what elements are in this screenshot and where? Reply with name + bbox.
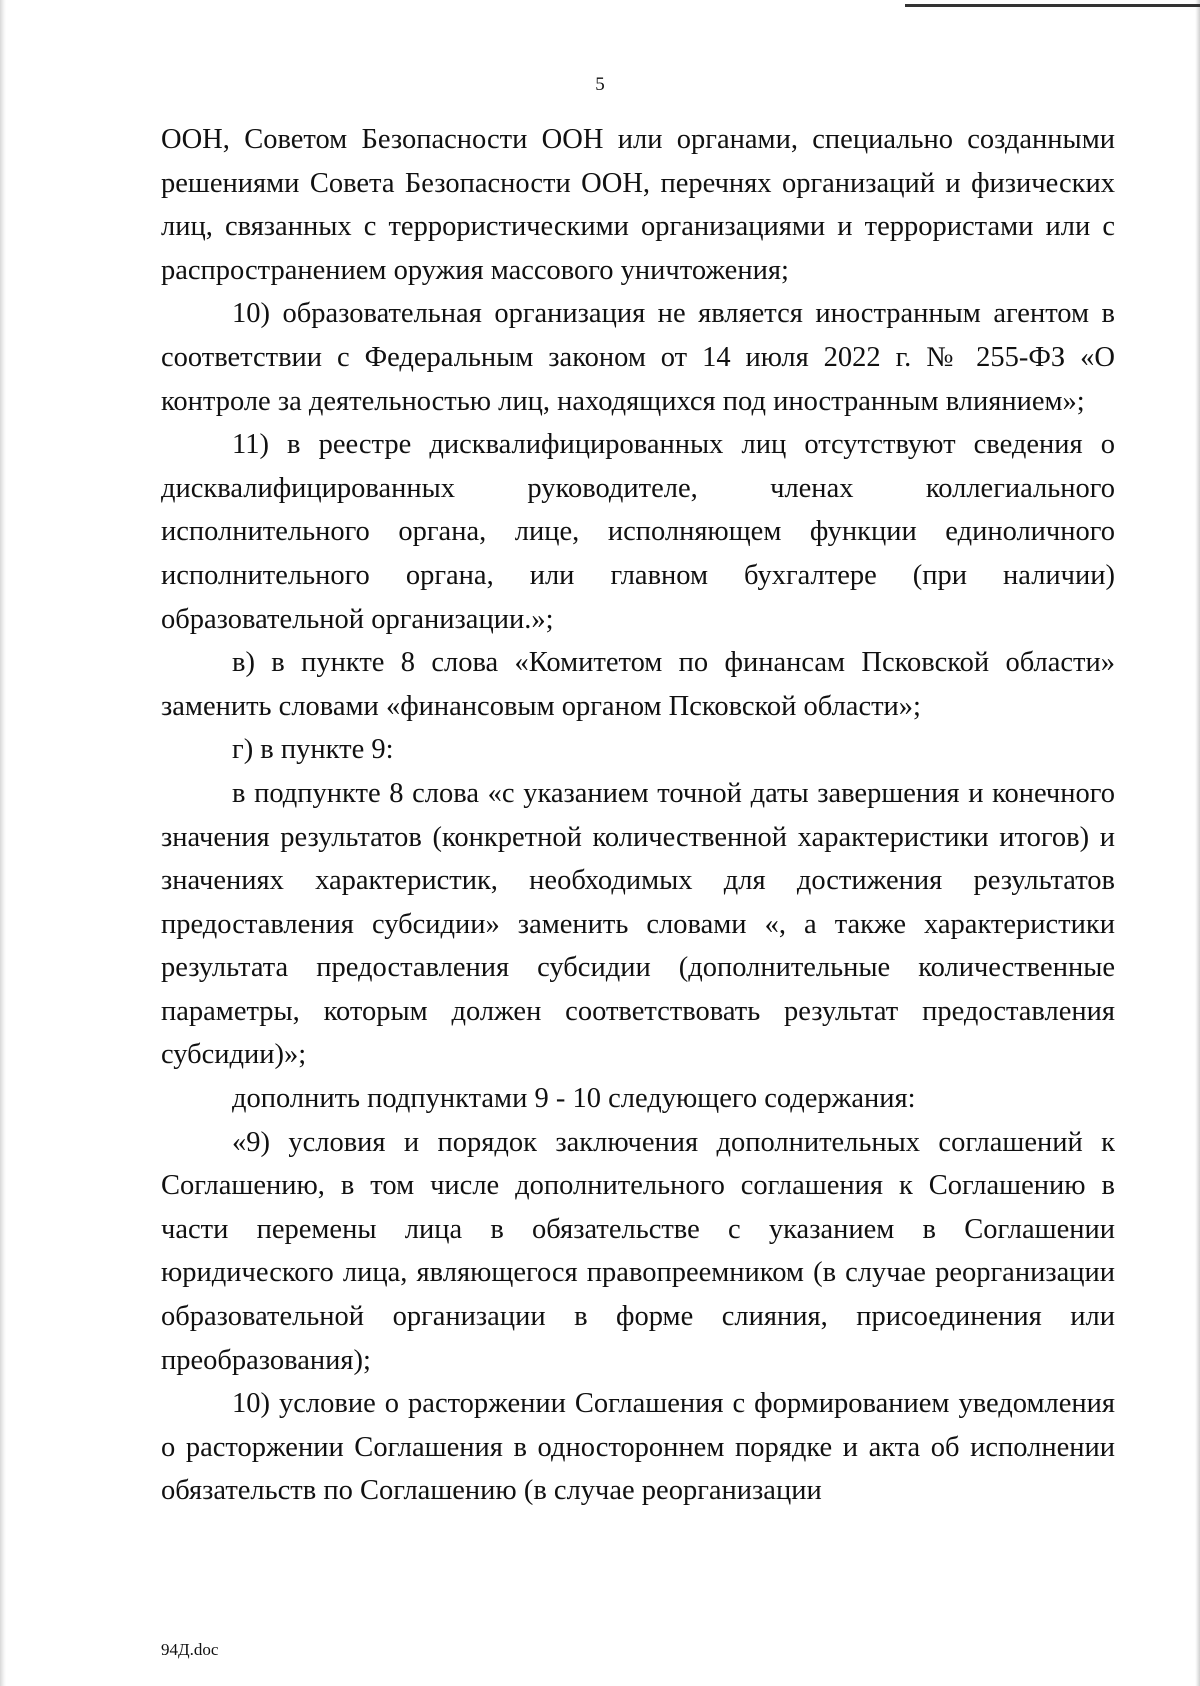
- paragraph-continuation: ООН, Советом Безопасности ООН или органами, специально созданными решениями Совета Безопасности ООН, перечнях организаций и физических лиц, связанных с террористическими организациями и террористами или с распространением оружия массового уничтожения;: [161, 124, 1115, 286]
- page-number: 5: [595, 74, 605, 95]
- paragraph-item-v-point-8: в) в пункте 8 слова «Комитетом по финансам Псковской области» заменить словами «финансовым органом Псковской области»;: [161, 647, 1115, 722]
- paragraph-item-11-disqualified: 11) в реестре дисквалифицированных лиц отсутствуют сведения о дисквалифицированных руководителе, членах коллегиального исполнительного органа, лице, исполняющем функции единоличного исполнительного органа, или главном бухгалтере (при наличии) образовательной организации.»;: [161, 429, 1115, 635]
- paragraph-subpoint-8: в подпункте 8 слова «с указанием точной даты завершения и конечного значения результатов (конкретной количественной характеристики итогов) и значениях характеристик, необходимых для достижения результатов предоставления субсидии» заменить словами «, а также характеристики результата предоставления субсидии (дополнительные количественные параметры, которым должен соответствовать результат предоставления субсидии)»;: [161, 777, 1115, 1071]
- footer-filename: 94Д.doc: [161, 1640, 219, 1659]
- paragraph-subpoint-9: «9) условия и порядок заключения дополнительных соглашений к Соглашению, в том числе дополнительного соглашения к Соглашению в части перемены лица в обязательстве с указанием в Соглашении юридического лица, являющегося правопреемником (в случае реорганизации образовательной организации в форме слияния, присоединения или преобразования);: [161, 1126, 1115, 1376]
- top-rule: [905, 4, 1200, 7]
- paragraph-item-10-foreign-agent: 10) образовательная организация не является иностранным агентом в соответствии с Федеральным законом от 14 июля 2022 г. № 255-ФЗ «О контроле за деятельностью лиц, находящихся под иностранным влиянием»;: [161, 298, 1115, 417]
- paragraph-subpoint-10: 10) условие о расторжении Соглашения с формированием уведомления о расторжении Соглашения в одностороннем порядке и акта об исполнении обязательств по Соглашению (в случае реорганизации: [161, 1388, 1115, 1507]
- paragraph-item-g-point-9: г) в пункте 9:: [232, 734, 394, 766]
- scan-edge-left: [0, 0, 6, 1686]
- paragraph-add-subpoints: дополнить подпунктами 9 - 10 следующего содержания:: [232, 1083, 916, 1115]
- document-body: [161, 118, 1115, 1513]
- scan-edge-right: [1195, 0, 1200, 1686]
